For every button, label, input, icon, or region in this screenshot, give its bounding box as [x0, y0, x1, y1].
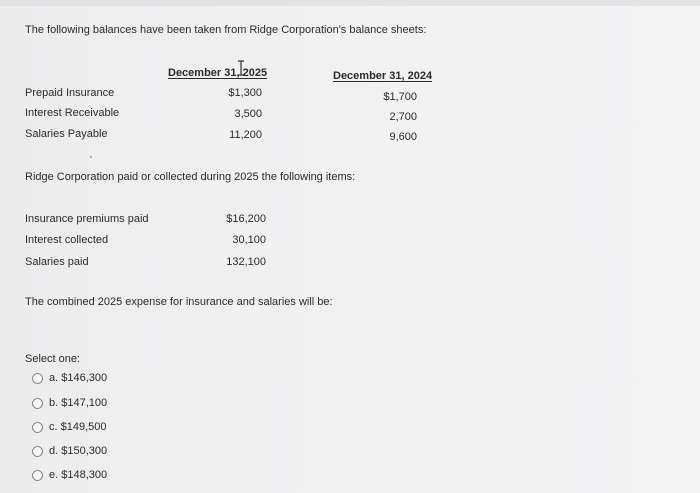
- option-e-radio[interactable]: [32, 470, 43, 481]
- paid-row-value: 30,100: [232, 234, 266, 246]
- paid-row-label: Interest collected: [25, 234, 109, 246]
- balance-row-label: Interest Receivable: [25, 107, 120, 119]
- top-edge: [0, 0, 700, 6]
- select-one-label: Select one:: [25, 353, 81, 365]
- balance-2024-value: 2,700: [389, 111, 417, 123]
- paid-row-label: Salaries paid: [25, 256, 89, 268]
- option-c-label[interactable]: c. $149,500: [49, 421, 107, 433]
- option-b-radio[interactable]: [32, 398, 43, 409]
- balance-row-label: Prepaid Insurance: [25, 87, 115, 99]
- option-b-label[interactable]: b. $147,100: [49, 397, 108, 409]
- option-d-label[interactable]: d. $150,300: [49, 445, 108, 457]
- option-a-radio[interactable]: [32, 373, 43, 384]
- paid-row-label: Insurance premiums paid: [25, 213, 149, 225]
- balance-2025-value: $1,300: [228, 87, 262, 99]
- text-cursor-icon: [237, 60, 245, 76]
- balance-2024-value: $1,700: [383, 91, 417, 103]
- option-a-label[interactable]: a. $146,300: [49, 372, 108, 384]
- balance-2025-value: 11,200: [229, 129, 262, 141]
- intro-text: The following balances have been taken from Ridge Corporation's balance sheets:: [25, 24, 427, 36]
- balance-2024-value: 9,600: [389, 131, 417, 143]
- option-c-radio[interactable]: [32, 422, 43, 433]
- paid-intro-text: Ridge Corporation paid or collected during 2025 the following items:: [25, 171, 356, 183]
- balance-row-label: Salaries Payable: [25, 128, 108, 140]
- col-header-2025: December 31, 2025: [168, 67, 268, 79]
- option-d-radio[interactable]: [32, 446, 43, 457]
- balance-2025-value: 3,500: [234, 108, 262, 120]
- paid-row-value: $16,200: [226, 213, 266, 225]
- option-e-label[interactable]: e. $148,300: [49, 469, 108, 481]
- paid-row-value: 132,100: [226, 256, 266, 268]
- stray-dot: [90, 156, 92, 158]
- col-header-2024: December 31, 2024: [333, 70, 433, 82]
- question-text: The combined 2025 expense for insurance and salaries will be:: [25, 296, 333, 308]
